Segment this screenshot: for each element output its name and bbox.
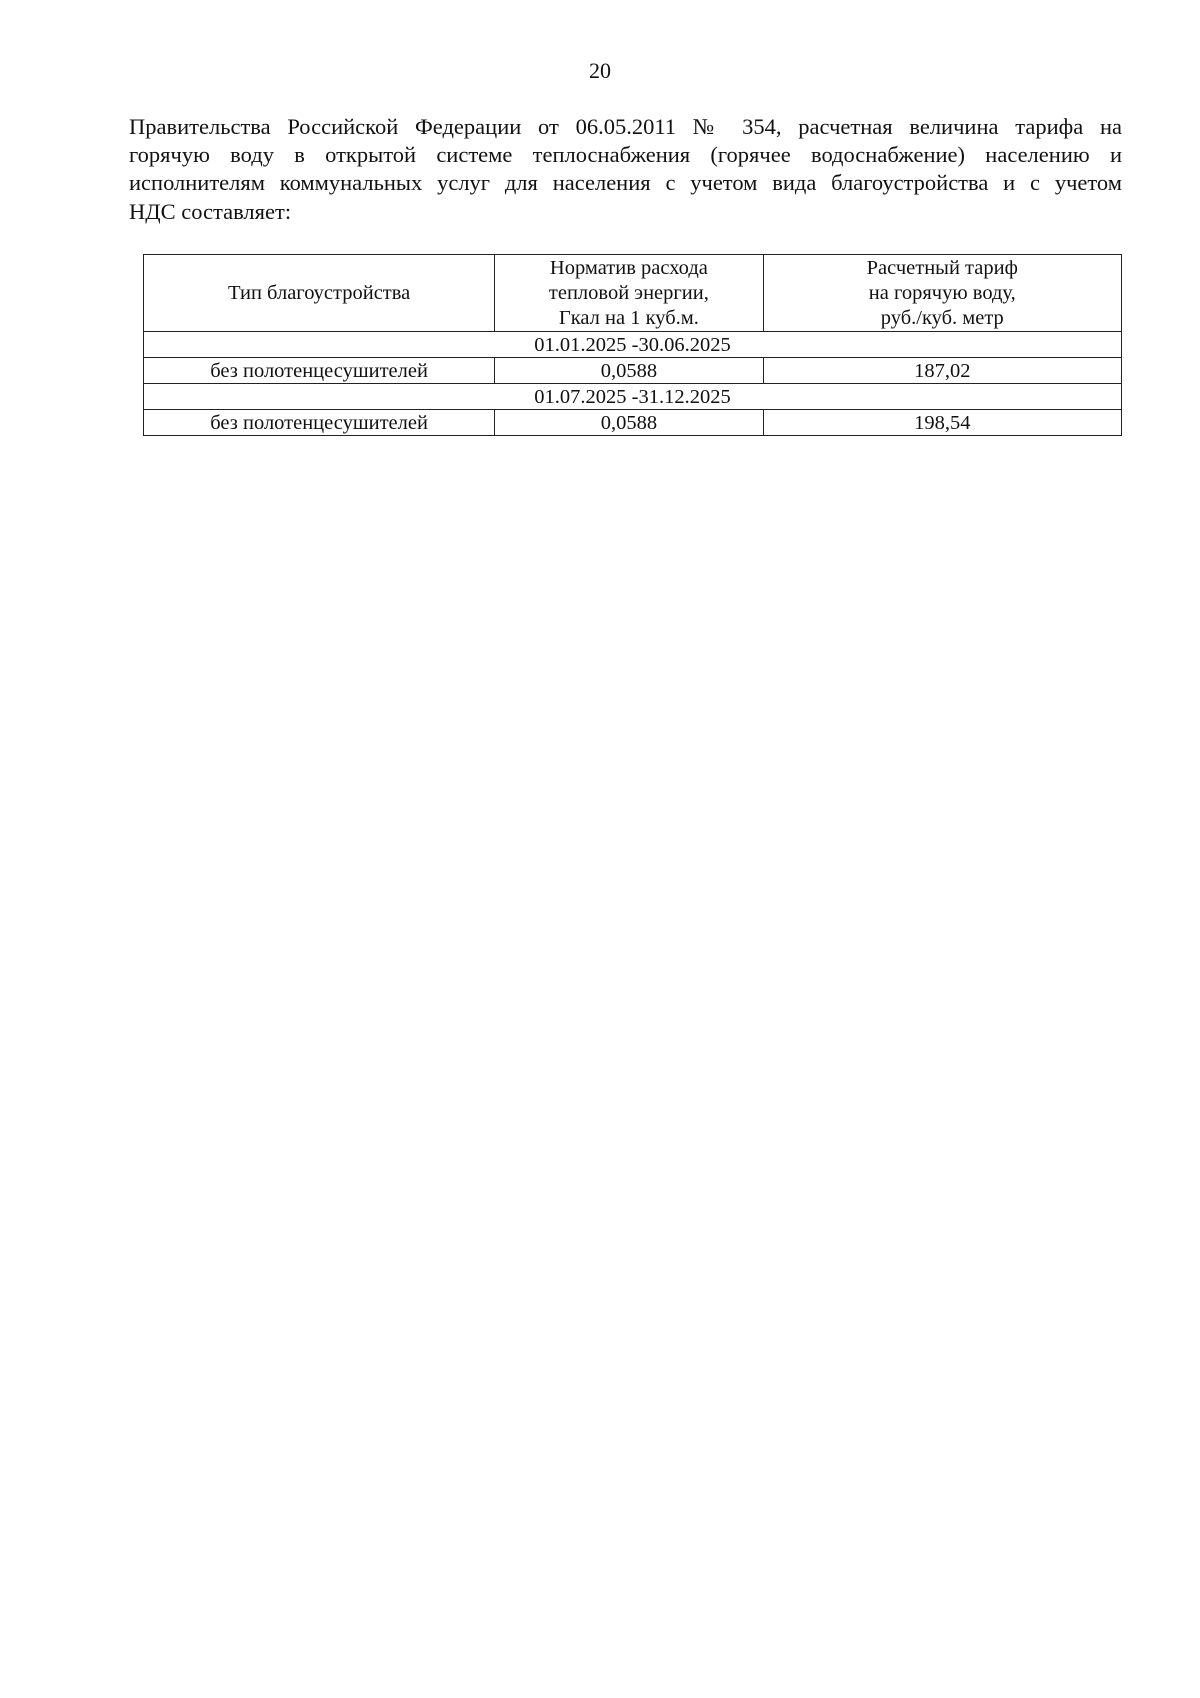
header-norm-line: Гкал на 1 куб.м. (558, 306, 699, 329)
cell-type: без полотенцесушителей (144, 358, 495, 384)
page-number: 20 (589, 58, 611, 83)
period-row (144, 384, 1122, 410)
cell-norm: 0,0588 (495, 358, 763, 384)
header-type (144, 255, 495, 332)
cell-tariff: 187,02 (763, 358, 1121, 384)
header-norm (495, 255, 763, 332)
table-header-row (144, 255, 1122, 332)
header-type-label: Тип благоустройства (227, 281, 411, 304)
body-paragraph (129, 113, 1122, 226)
paragraph-line: НДС составляет: (129, 198, 292, 224)
cell-tariff: 198,54 (763, 410, 1121, 436)
table-row (144, 410, 1122, 436)
period-row (144, 332, 1122, 358)
period-label: 01.07.2025 -31.12.2025 (144, 384, 1122, 410)
header-tariff (763, 255, 1121, 332)
paragraph-line: исполнителям коммунальных услуг для населения с учетом вида благоустройства и с учетом (129, 170, 1122, 196)
header-norm-line: Норматив расхода (549, 256, 708, 279)
cell-type: без полотенцесушителей (144, 410, 495, 436)
header-tariff-line: руб./куб. метр (880, 306, 1004, 329)
table-row (144, 358, 1122, 384)
cell-norm: 0,0588 (495, 410, 763, 436)
header-tariff-line: Расчетный тариф (866, 256, 1018, 279)
period-label: 01.01.2025 -30.06.2025 (144, 332, 1122, 358)
tariff-table (143, 254, 1122, 436)
header-tariff-line: на горячую воду, (868, 281, 1016, 304)
paragraph-line: Правительства Российской Федерации от 06.05.2011 № 354, расчетная величина тарифа на (129, 114, 1122, 139)
paragraph-line: горячую воду в открытой системе теплоснабжения (горячее водоснабжение) населению и (129, 142, 1122, 168)
header-norm-line: тепловой энергии, (548, 281, 709, 304)
